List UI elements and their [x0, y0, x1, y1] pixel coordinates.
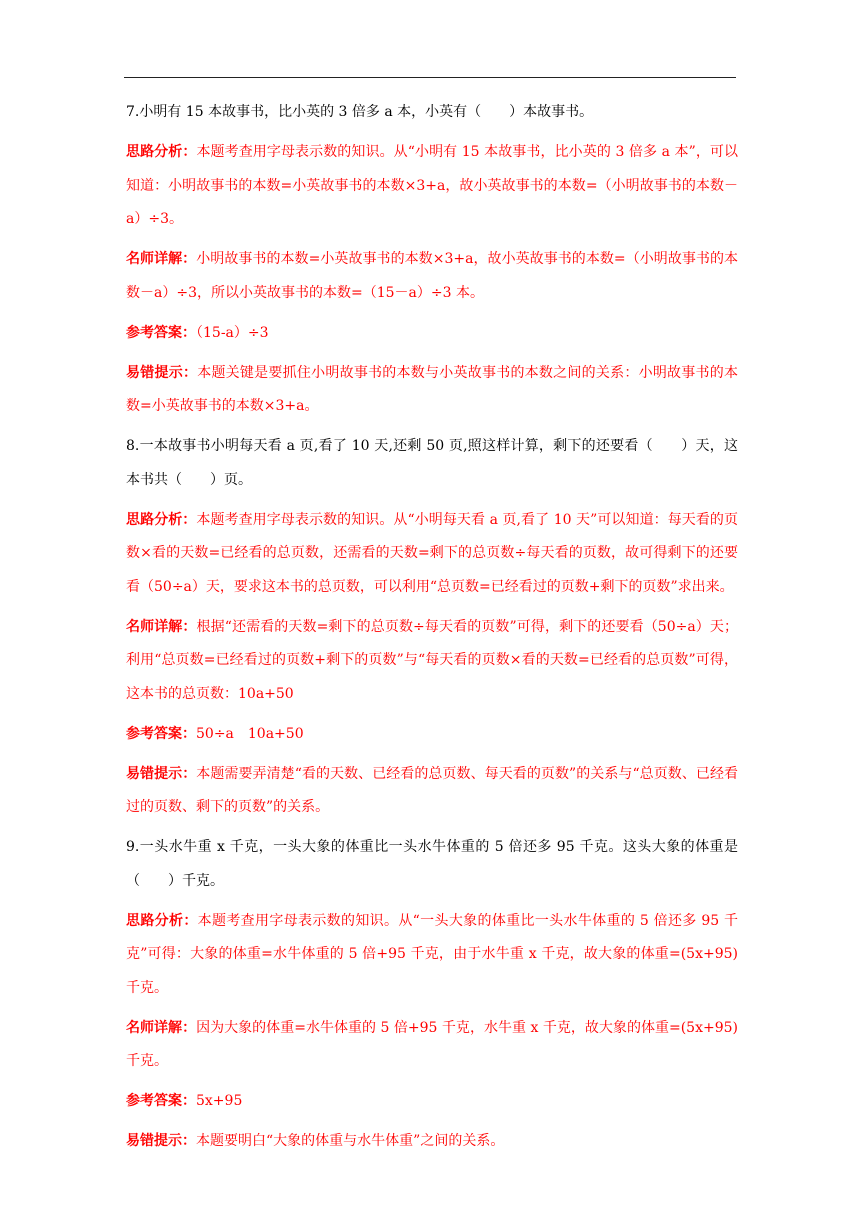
analysis-label: 思路分析： — [126, 144, 197, 160]
question-8-stem: 8.一本故事书小明每天看 a 页,看了 10 天,还剩 50 页,照这样计算，剩下的还要看（ ）天，这本书共（ ）页。 — [126, 438, 738, 488]
analysis-text: 本题考查用字母表示数的知识。从“小明有 15 本故事书，比小英的 3 倍多 a 本”，可以知道：小明故事书的本数=小英故事书的本数×3+a，故小英故事书的本数=（小明故事书的本数－a）÷3。 — [126, 144, 738, 227]
tip-label: 易错提示： — [126, 364, 198, 381]
question-8-answer — [126, 718, 738, 752]
question-7-answer — [126, 317, 738, 351]
explanation-text: 根据“还需看的天数=剩下的总页数÷每天看的页数”可得，剩下的还要看（50÷a）天；利用“总页数=已经看过的页数+剩下的页数”与“每天看的页数×看的天数=已经看的总页数”可得，这本书的总页数：10a+50 — [126, 618, 738, 702]
header-rule — [124, 77, 736, 78]
question-9-tip — [126, 1125, 738, 1159]
question-8-tip — [126, 758, 738, 825]
tip-label: 易错提示： — [126, 1133, 196, 1149]
tip-text: 本题关键是要抓住小明故事书的本数与小英故事书的本数之间的关系：小明故事书的本数=小英故事书的本数×3+a。 — [126, 364, 739, 414]
question-8 — [126, 430, 738, 825]
analysis-label: 思路分析： — [126, 912, 198, 929]
question-7 — [126, 96, 738, 424]
document-body — [126, 96, 738, 1165]
question-7-stem: 7.小明有 15 本故事书，比小英的 3 倍多 a 本，小英有（ ）本故事书。 — [126, 104, 594, 120]
answer-label: 参考答案： — [126, 1093, 196, 1109]
analysis-text: 本题考查用字母表示数的知识。从“小明每天看 a 页,看了 10 天”可以知道：每天看的页数×看的天数=已经看的总页数，还需看的天数=剩下的总页数÷每天看的页数，故可得剩下的还要看（50÷a）天，要求这本书的总页数，可以利用“总页数=已经看过的页数+剩下的页数”求出来。 — [126, 511, 739, 595]
analysis-label: 思路分析： — [126, 511, 197, 528]
explanation-label: 名师详解： — [126, 1019, 197, 1036]
explanation-text: 小明故事书的本数=小英故事书的本数×3+a，故小英故事书的本数=（小明故事书的本数－a）÷3，所以小英故事书的本数=（15－a）÷3 本。 — [126, 251, 738, 301]
answer-text: （15-a）÷3 — [196, 324, 269, 341]
question-9 — [126, 831, 738, 1159]
question-7-tip — [126, 357, 738, 424]
question-9-answer — [126, 1085, 738, 1119]
question-9-stem: 9.一头水牛重 x 千克，一头大象的体重比一头水牛体重的 5 倍还多 95 千克。这头大象的体重是（ ）千克。 — [126, 839, 738, 889]
question-7-explanation — [126, 243, 738, 310]
explanation-label: 名师详解： — [126, 251, 197, 267]
answer-text: 5x+95 — [196, 1093, 243, 1109]
tip-text: 本题需要弄清楚“看的天数、已经看的总页数、每天看的页数”的关系与“总页数、已经看过的页数、剩下的页数”的关系。 — [126, 765, 738, 815]
analysis-text: 本题考查用字母表示数的知识。从“一头大象的体重比一头水牛体重的 5 倍还多 95 千克”可得：大象的体重=水牛体重的 5 倍+95 千克，由于水牛重 x 千克，故大象的体重=(5x+95)千克。 — [126, 912, 738, 996]
question-7-analysis — [126, 136, 738, 237]
answer-label: 参考答案： — [126, 324, 196, 341]
tip-text: 本题要明白“大象的体重与水牛体重”之间的关系。 — [196, 1133, 505, 1149]
question-9-explanation — [126, 1012, 738, 1079]
tip-label: 易错提示： — [126, 765, 197, 782]
explanation-text: 因为大象的体重=水牛体重的 5 倍+95 千克，水牛重 x 千克，故大象的体重=(5x+95)千克。 — [126, 1019, 738, 1069]
question-8-analysis — [126, 504, 738, 605]
question-8-explanation — [126, 611, 738, 712]
answer-label: 参考答案： — [126, 725, 196, 742]
answer-text: 50÷a 10a+50 — [196, 725, 304, 742]
question-9-analysis — [126, 905, 738, 1006]
explanation-label: 名师详解： — [126, 618, 197, 635]
